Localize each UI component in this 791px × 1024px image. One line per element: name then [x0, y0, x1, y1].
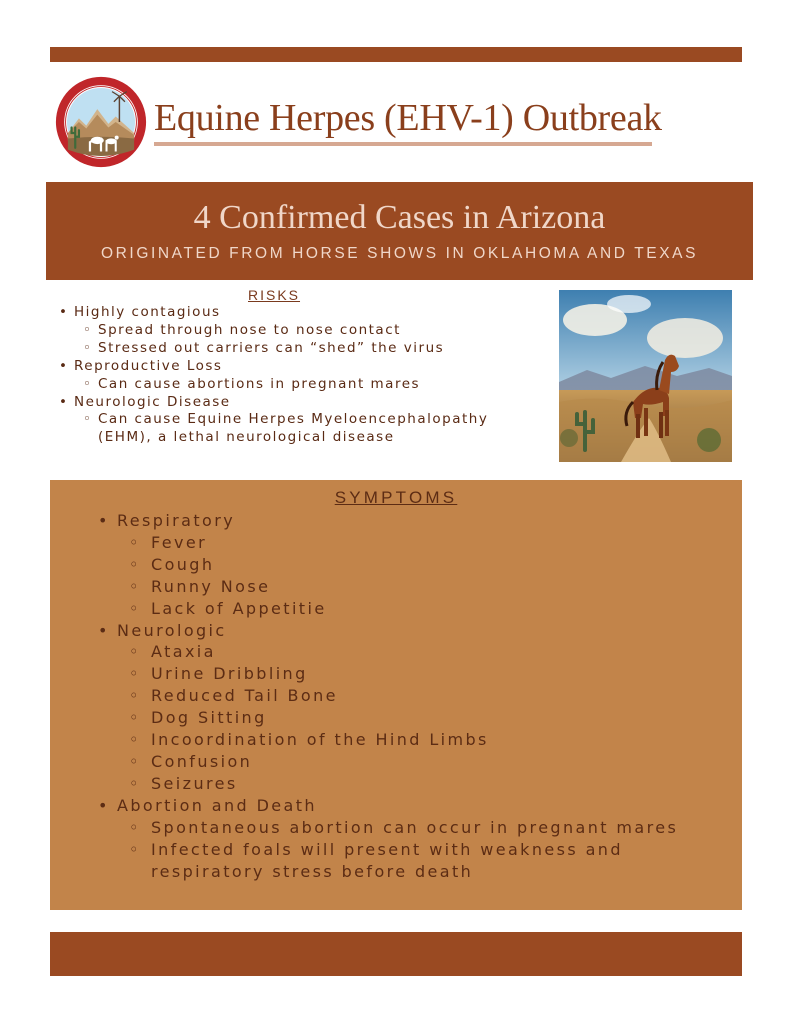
symptom-category-label: Respiratory [117, 511, 236, 530]
risk-sublist [74, 411, 528, 447]
symptom-item: ◦ Incoordination of the Hind Limbs [117, 729, 735, 751]
symptom-sublist [117, 532, 735, 620]
symptoms-list [95, 510, 735, 882]
risk-subitem: ◦ Can cause Equine Herpes Myeloencephalopathy (EHM), a lethal neurological disease [74, 411, 528, 447]
page-title: Equine Herpes (EHV-1) Outbreak [154, 97, 662, 139]
horse-painting-icon [559, 290, 732, 462]
symptoms-panel [50, 480, 742, 910]
top-decorative-bar [50, 47, 742, 62]
risk-sublist [74, 322, 528, 358]
risk-item [58, 394, 528, 448]
symptom-sublist [117, 817, 735, 883]
risk-sublist [74, 376, 528, 394]
risk-item [58, 304, 528, 358]
risk-subitem: ◦ Stressed out carriers can “shed” the virus [74, 340, 528, 358]
risk-subitem: ◦ Can cause abortions in pregnant mares [74, 376, 528, 394]
risk-subitem: ◦ Spread through nose to nose contact [74, 322, 528, 340]
symptom-item: ◦ Fever [117, 532, 735, 554]
risks-list [58, 304, 528, 447]
symptom-category [95, 795, 735, 883]
symptoms-heading: SYMPTOMS [334, 488, 458, 507]
banner-heading: 4 Confirmed Cases in Arizona [193, 199, 606, 236]
symptom-item: ◦ Cough [117, 554, 735, 576]
symptom-item: ◦ Urine Dribbling [117, 663, 735, 685]
symptom-item: ◦ Lack of Appetitie [117, 598, 735, 620]
symptom-category [95, 620, 735, 795]
risk-item-label: Reproductive Loss [74, 357, 223, 374]
symptom-category-label: Abortion and Death [117, 795, 317, 815]
cases-banner [46, 182, 753, 280]
symptom-item: ◦ Dog Sitting [117, 707, 735, 729]
symptom-item: ◦ Runny Nose [117, 576, 735, 598]
banner-subheading: ORIGINATED FROM HORSE SHOWS IN OKLAHOMA AND TEXAS [100, 245, 699, 262]
symptom-category-label: Neurologic [117, 620, 227, 640]
risk-item-label: Neurologic Disease [74, 393, 231, 410]
symptom-item: ◦ Infected foals will present with weakness and respiratory stress before death [117, 839, 735, 883]
title-underline [154, 142, 652, 146]
risk-item [58, 358, 528, 394]
department-seal-icon [55, 76, 147, 168]
symptom-item: ◦ Ataxia [117, 641, 735, 663]
bottom-decorative-bar [50, 932, 742, 976]
symptom-item: ◦ Spontaneous abortion can occur in pregnant mares [117, 817, 735, 839]
symptom-item: ◦ Seizures [117, 773, 735, 795]
symptom-item: ◦ Reduced Tail Bone [117, 685, 735, 707]
symptom-sublist [117, 641, 735, 794]
risk-item-label: Highly contagious [74, 304, 221, 320]
risks-heading: RISKS [248, 287, 301, 303]
symptom-item: ◦ Confusion [117, 751, 735, 773]
symptom-category [95, 510, 735, 620]
